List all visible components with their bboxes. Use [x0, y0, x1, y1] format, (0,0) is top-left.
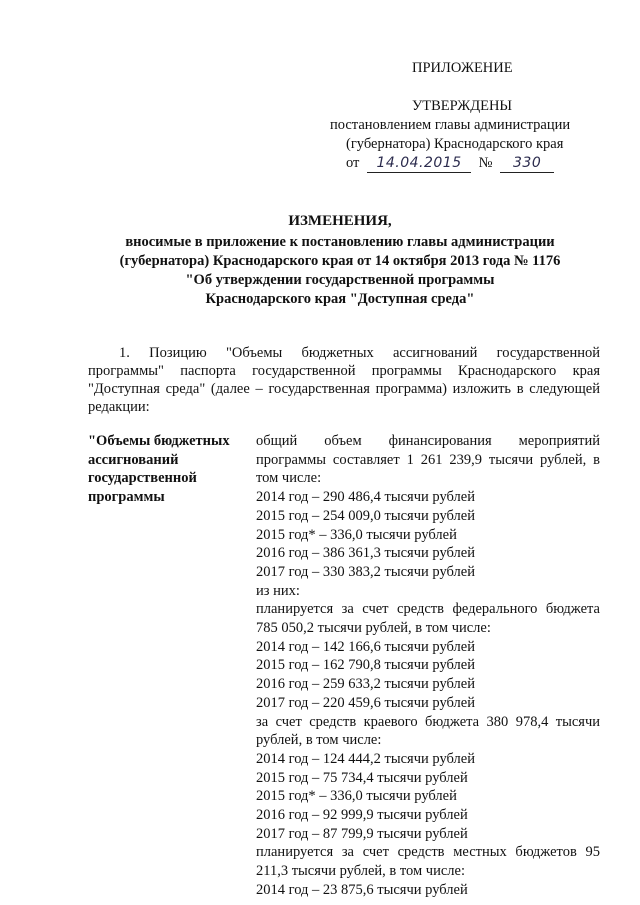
total-year-line: 2016 год – 386 361,3 тысячи рублей	[256, 545, 475, 562]
handwritten-date: 14.04.2015	[367, 155, 471, 173]
federal-year-line: 2016 год – 259 633,2 тысячи рублей	[256, 676, 475, 693]
decree-date-line	[346, 153, 554, 173]
passport-content	[256, 432, 600, 900]
number-prefix: №	[478, 155, 493, 171]
total-year-line: 2017 год – 330 383,2 тысячи рублей	[256, 563, 475, 580]
federal-year-line: 2017 год – 220 459,6 тысячи рублей	[256, 694, 475, 711]
passport-label: "Объемы бюджетных ассигнований государственной программы	[88, 433, 230, 506]
document-heading	[60, 212, 620, 309]
approved-by-line-1: постановлением главы администрации	[330, 117, 571, 133]
handwritten-number: 330	[500, 155, 554, 173]
regional-year-line: 2014 год – 124 444,2 тысячи рублей	[256, 750, 475, 767]
federal-year-line: 2015 год – 162 790,8 тысячи рублей	[256, 657, 475, 674]
regional-year-line: 2017 год – 87 799,9 тысячи рублей	[256, 825, 468, 842]
federal-funding: планируется за счет средств федерального бюджета 785 050,2 тысячи рублей, в том числе:	[256, 601, 600, 637]
heading-line-3: "Об утверждении государственной программы	[185, 272, 495, 288]
total-year-line: 2014 год – 290 486,4 тысячи рублей	[256, 489, 475, 506]
appendix-title: ПРИЛОЖЕНИЕ	[412, 60, 513, 76]
approved-label: УТВЕРЖДЕНЫ	[412, 98, 513, 114]
approved-by-line-2: (губернатора) Краснодарского края	[346, 136, 564, 152]
date-prefix: от	[346, 155, 360, 171]
total-funding: общий объем финансирования мероприятий программы составляет 1 261 239,9 тысячи рублей, в том числе:	[256, 433, 600, 487]
of-which-label: из них:	[256, 582, 300, 599]
heading-line-4: Краснодарского края "Доступная среда"	[205, 291, 475, 307]
regional-year-line: 2016 год – 92 999,9 тысячи рублей	[256, 807, 468, 824]
heading-line-1: вносимые в приложение к постановлению главы администрации	[125, 234, 555, 250]
total-year-line: 2015 год* – 336,0 тысячи рублей	[256, 526, 457, 543]
local-year-line: 2014 год – 23 875,6 тысячи рублей	[256, 881, 468, 898]
regional-year-line: 2015 год* – 336,0 тысячи рублей	[256, 788, 457, 805]
heading-line-2: (губернатора) Краснодарского края от 14 октября 2013 года № 1176	[119, 253, 561, 269]
federal-year-line: 2014 год – 142 166,6 тысячи рублей	[256, 638, 475, 655]
intro-paragraph: 1. Позицию "Объемы бюджетных ассигнований государственной программы" паспорта государственной программы Краснодарского края "Доступная среда" (далее – государственная программа) изложить в следующей редакции:	[88, 345, 600, 415]
heading-title: ИЗМЕНЕНИЯ,	[288, 213, 392, 229]
regional-funding: за счет средств краевого бюджета 380 978,4 тысячи рублей, в том числе:	[256, 713, 600, 749]
local-funding: планируется за счет средств местных бюджетов 95 211,3 тысячи рублей, в том числе:	[256, 844, 600, 880]
total-year-line: 2015 год – 254 009,0 тысячи рублей	[256, 507, 475, 524]
regional-year-line: 2015 год – 75 734,4 тысячи рублей	[256, 769, 468, 786]
